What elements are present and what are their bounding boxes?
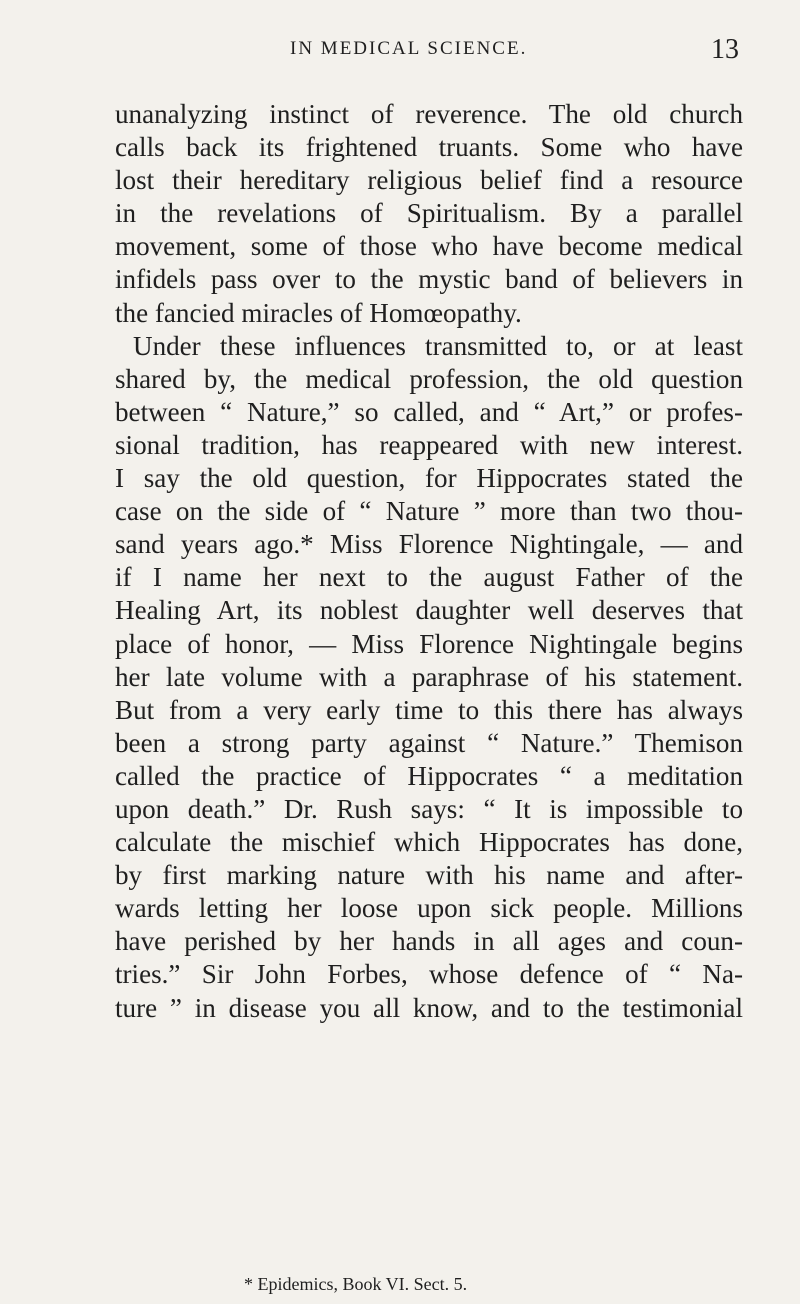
text-line: infidels pass over to the mystic band of believers in [115,264,743,295]
text-line: sional tradition, has reappeared with new interest. [115,429,743,460]
text-line: Healing Art, its noblest daughter well deserves that [115,595,743,626]
text-line: tries.” Sir John Forbes, whose defence of “ Na- [115,959,743,990]
text-line: the fancied miracles of Homœopathy. [115,297,522,328]
text-line: shared by, the medical profession, the old question [115,363,743,394]
text-line: lost their hereditary religious belief find a resource [115,165,743,196]
text-line: calls back its frightened truants. Some who have [115,132,743,163]
text-line: been a strong party against “ Nature.” Themison [115,727,743,758]
footnote: * Epidemics, Book VI. Sect. 5. [244,1274,468,1294]
text-line: in the revelations of Spiritualism. By a parallel [115,198,743,229]
text-line: if I name her next to the august Father of the [115,562,743,593]
text-line: movement, some of those who have become medical [115,231,743,262]
text-line: unanalyzing instinct of reverence. The old church [115,99,743,129]
text-line: But from a very early time to this there has always [115,694,743,725]
text-line: ture ” in disease you all know, and to the testimonial [115,992,743,1023]
text-line: I say the old question, for Hippocrates stated the [115,463,743,494]
text-line: between “ Nature,” so called, and “ Art,” or profes- [115,396,743,427]
text-line: wards letting her loose upon sick people. Millions [115,893,743,924]
text-line: her late volume with a paraphrase of his statement. [115,661,743,692]
text-line: by first marking nature with his name and after- [115,860,743,891]
text-line: have perished by her hands in all ages and coun- [115,926,743,957]
text-line: case on the side of “ Nature ” more than two thou- [115,496,743,527]
body-text [115,98,743,1025]
text-line: upon death.” Dr. Rush says: “ It is impossible to [115,793,743,824]
running-head: IN MEDICAL SCIENCE. [290,38,528,59]
text-line: called the practice of Hippocrates “ a meditation [115,760,743,791]
text-line: calculate the mischief which Hippocrates has done, [115,827,743,858]
text-line: place of honor, — Miss Florence Nightingale begins [115,628,743,659]
text-line: Under these influences transmitted to, or at least [133,330,743,361]
page-number: 13 [711,34,739,65]
text-line: sand years ago.* Miss Florence Nightingale, — and [115,529,743,560]
